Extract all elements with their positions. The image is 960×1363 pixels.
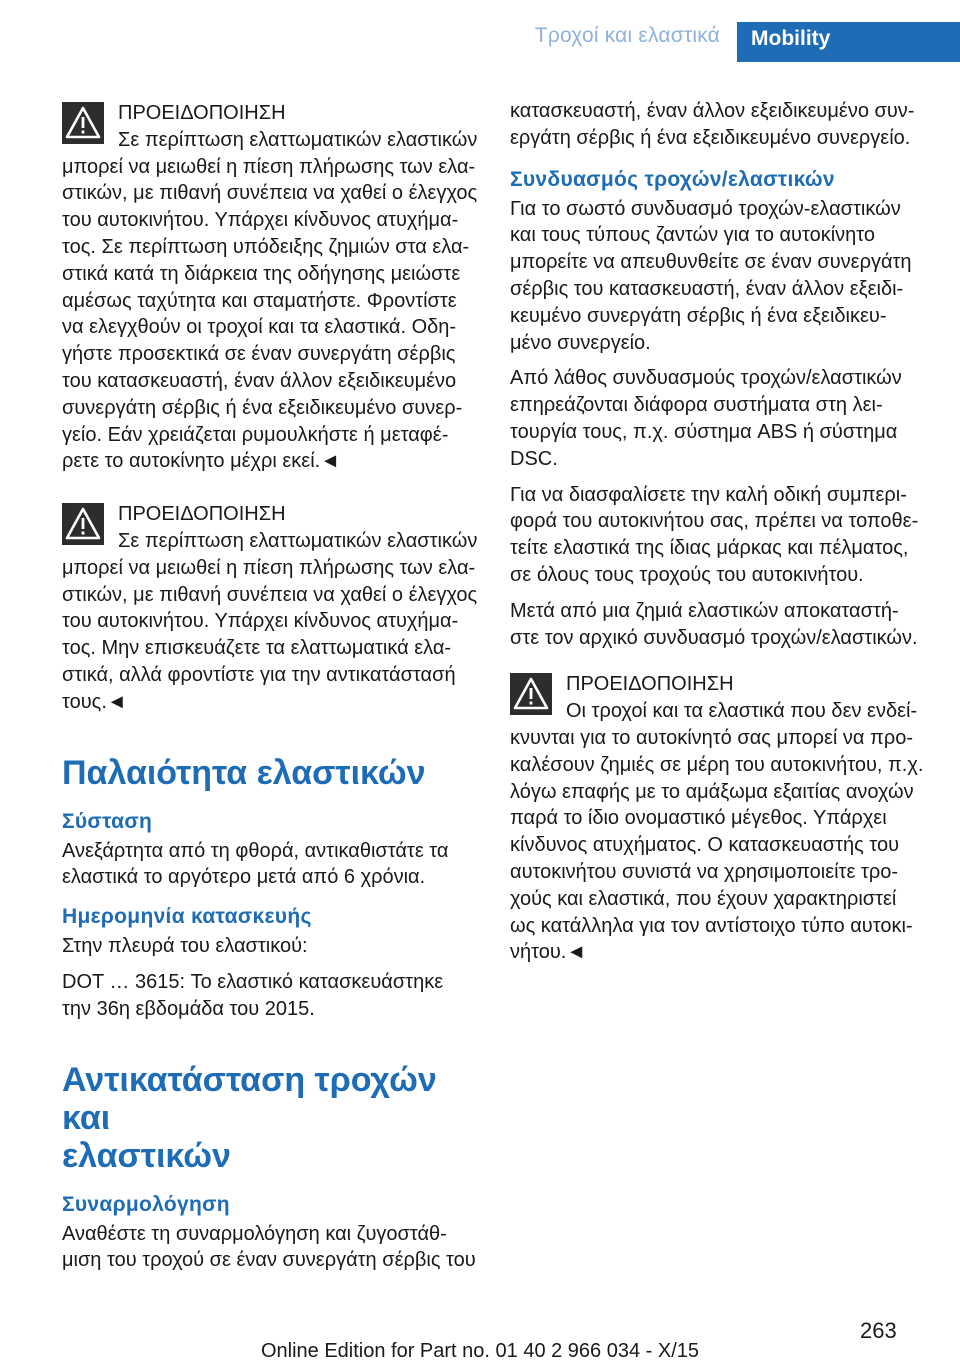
warning-text-line: λόγω επαφής με το αμάξωμα εξαιτίας ανοχών: [510, 780, 914, 803]
body-text-line: ελαστικά το αργότερο μετά από 6 χρόνια.: [62, 866, 426, 889]
warning-text-line: Σε περίπτωση ελαττωματικών ελαστικών: [118, 128, 478, 151]
combination-paragraph-4: [510, 598, 928, 652]
warning-text-line: κίνδυνος ατυχήματος. Ο κατασκευαστής του: [510, 834, 900, 857]
warning-text-line: γήστε προσεκτικά σε έναν συνεργάτη σέρβις: [62, 343, 456, 366]
warning-heading: ΠΡΟΕΙΔΟΠΟΙΗΣΗ: [566, 673, 734, 696]
combination-paragraph-1: [510, 196, 928, 357]
warning-heading: ΠΡΟΕΙΔΟΠΟΙΗΣΗ: [118, 503, 286, 526]
warning-triangle-icon: [62, 102, 104, 144]
warning-text-line: του αυτοκινήτου. Υπάρχει κίνδυνος ατυχήμα-: [62, 209, 459, 232]
warning-text-line: να ελεγχθούν οι τροχοί και τα ελαστικά. Οδη-: [62, 316, 457, 339]
body-text-line: μπορείτε να απευθυνθείτε σε έναν συνεργάτη: [510, 251, 912, 274]
warning-box-3: [510, 669, 928, 966]
heading-line: Αντικατάσταση τροχών και: [62, 1060, 437, 1137]
left-column: [62, 98, 478, 1283]
assembly-continuation: [510, 98, 928, 152]
subheading-manufacture-date: Ημερομηνία κατασκευής: [62, 905, 312, 929]
warning-text-line: μπορεί να μειωθεί η πίεση πλήρωσης των ελα-: [62, 556, 476, 579]
warning-text-line: στικά κατά τη διάρκεια της οδήγησης μειώστε: [62, 262, 461, 285]
warning-text-line: στικά, αλλά φροντίστε για την αντικατάστασή: [62, 663, 456, 686]
combination-paragraph-3: [510, 482, 928, 589]
warning-text-line: αυτοκινήτου συνιστά να χρησιμοποιείτε τρο-: [510, 860, 898, 883]
body-text-line: κευμένο συνεργάτη σέρβις ή ένα εξειδικευ-: [510, 304, 887, 327]
body-text-line: επηρεάζονται διάφορα συστήματα στη λει-: [510, 394, 883, 417]
warning-box-2: [62, 499, 478, 715]
subheading-recommendation: Σύσταση: [62, 809, 153, 833]
warning-text-line: χούς και ελαστικά, που έχουν χαρακτηριστεί: [510, 887, 897, 910]
warning-text-line: γείο. Εάν χρειάζεται ρυμουλκήστε ή μεταφέ-: [62, 423, 449, 446]
body-text-line: κατασκευαστή, έναν άλλον εξειδικευμένο συν-: [510, 100, 915, 122]
heading-line: ελαστικών: [62, 1136, 231, 1175]
right-column: [510, 98, 928, 990]
combination-paragraph-2: [510, 365, 928, 472]
body-text-line: στε τον αρχικό συνδυασμό τροχών/ελαστικών.: [510, 626, 918, 649]
body-text-line: Αναθέστε τη συναρμολόγηση και ζυγοστάθ-: [62, 1222, 447, 1245]
body-text-line: Για να διασφαλίσετε την καλή οδική συμπερι-: [510, 483, 907, 506]
warning-text-line: του κατασκευαστή, έναν άλλον εξειδικευμένο: [62, 369, 457, 392]
warning-text-line: ως κατάλληλα για τον αντίστοιχο τύπο αυτοκι-: [510, 914, 913, 937]
warning-text-line: κνυνται για το αυτοκίνητό σας μπορεί να προ-: [510, 726, 913, 749]
body-text-line: DOT … 3615: Το ελαστικό κατασκευάστηκε: [62, 970, 444, 993]
warning-box-1: [62, 98, 478, 475]
subheading-wheel-tire-combination: Συνδυασμός τροχών/ελαστικών: [510, 167, 835, 191]
body-text-line: τουργία τους, π.χ. σύστημα ABS ή σύστημα: [510, 420, 898, 443]
body-text-line: μένο συνεργείο.: [510, 331, 651, 354]
body-text-line: Για το σωστό συνδυασμό τροχών-ελαστικών: [510, 197, 901, 220]
body-text-line: μιση του τροχού σε έναν συνεργάτη σέρβις του: [62, 1249, 476, 1272]
body-text-line: DSC.: [510, 447, 558, 470]
body-text-line: τείτε ελαστικά της ίδιας μάρκας και πέλματος,: [510, 537, 909, 560]
section-heading-replacement: [62, 1061, 478, 1175]
warning-triangle-icon: [62, 503, 104, 545]
body-text-line: σέρβις του κατασκευαστή, έναν άλλον εξειδι-: [510, 277, 904, 300]
chapter-tab: Mobility: [737, 22, 960, 62]
body-text-line: εργάτη σέρβις ή ένα εξειδικευμένο συνεργείο.: [510, 126, 911, 149]
warning-text-line: τος. Μην επισκευάζετε τα ελαττωματικά ελα-: [62, 637, 452, 660]
warning-text-line: παρά το ίδιο ονομαστικό μέγεθος. Υπάρχει: [510, 807, 887, 830]
warning-text-line: αμέσως ταχύτητα και σταματήστε. Φροντίστε: [62, 289, 457, 312]
warning-text-line: του αυτοκινήτου. Υπάρχει κίνδυνος ατυχήμα-: [62, 610, 459, 633]
edition-footer: Online Edition for Part no. 01 40 2 966 034 - X/15: [260, 1340, 700, 1362]
warning-text-line: νήτου.◄: [510, 941, 587, 964]
body-text-line: σε όλους τους τροχούς του αυτοκινήτου.: [510, 563, 864, 586]
warning-text-line: μπορεί να μειωθεί η πίεση πλήρωσης των ελα-: [62, 155, 476, 178]
warning-heading: ΠΡΟΕΙΔΟΠΟΙΗΣΗ: [118, 102, 286, 124]
section-heading-tire-age: Παλαιότητα ελαστικών: [62, 753, 426, 792]
body-text-line: Ανεξάρτητα από τη φθορά, αντικαθιστάτε τα: [62, 839, 449, 862]
section-title: Τροχοί και ελαστικά: [534, 24, 720, 47]
subheading-assembly: Συναρμολόγηση: [62, 1192, 230, 1216]
body-text-line: την 36η εβδομάδα του 2015.: [62, 997, 315, 1020]
assembly-paragraph: [62, 1221, 478, 1275]
warning-triangle-icon: [510, 673, 552, 715]
warning-text-line: συνεργάτη σέρβις ή ένα εξειδικευμένο συνερ-: [62, 396, 463, 419]
warning-text-line: στικών, με πιθανή συνέπεια να χαθεί ο έλεγχος: [62, 182, 478, 205]
body-text-line: Από λάθος συνδυασμούς τροχών/ελαστικών: [510, 367, 902, 390]
warning-text-line: ρετε το αυτοκίνητο μέχρι εκεί.◄: [62, 450, 341, 473]
date-paragraph-1: [62, 933, 478, 960]
body-text-line: Μετά από μια ζημιά ελαστικών αποκαταστή-: [510, 599, 899, 622]
recommendation-paragraph: [62, 838, 478, 892]
body-text-line: φορά του αυτοκινήτου σας, πρέπει να τοποθε-: [510, 510, 919, 533]
page-header: [0, 0, 960, 62]
warning-text-line: τους.◄: [62, 690, 127, 713]
warning-text-line: Σε περίπτωση ελαττωματικών ελαστικών: [118, 529, 478, 552]
warning-text-line: στικών, με πιθανή συνέπεια να χαθεί ο έλεγχος: [62, 583, 478, 606]
warning-text-line: Οι τροχοί και τα ελαστικά που δεν ενδεί-: [566, 700, 918, 723]
page-number: 263: [860, 1318, 897, 1343]
body-text-line: Στην πλευρά του ελαστικού:: [62, 935, 308, 958]
body-text-line: και τους τύπους ζαντών για το αυτοκίνητο: [510, 224, 876, 247]
warning-text-line: καλέσουν ζημιές σε μέρη του αυτοκινήτου, π.χ.: [510, 753, 924, 776]
warning-text-line: τος. Σε περίπτωση υπόδειξης ζημιών στα ελα-: [62, 235, 470, 258]
date-paragraph-2: [62, 969, 478, 1023]
